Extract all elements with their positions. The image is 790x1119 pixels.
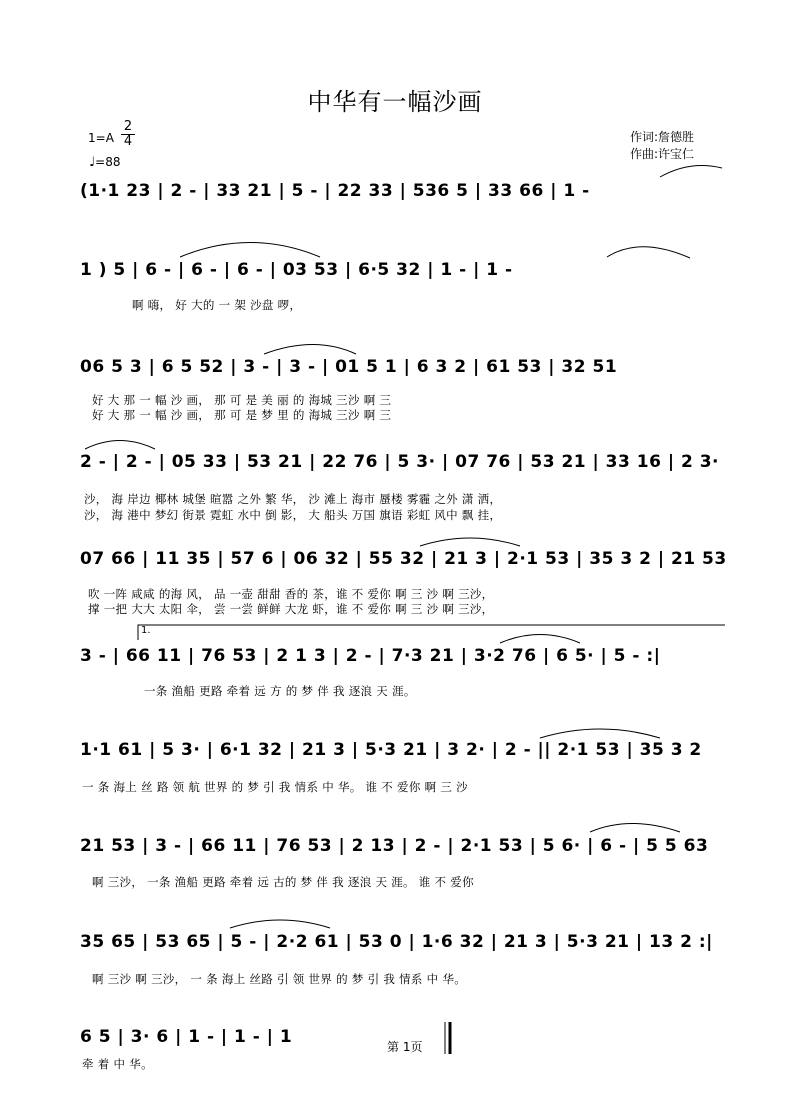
lyric-line-7: 一 条 海上 丝 路 领 航 世界 的 梦 引 我 情系 中 华。 谁 不 爱你 啊 三 沙 <box>82 780 468 794</box>
song-title: 中华有一幅沙画 <box>307 88 483 116</box>
quarter-note-icon: ♩ <box>89 155 96 170</box>
lyric-line-10: 牵 着 中 华。 <box>82 1057 153 1071</box>
time-signature-top: 2 <box>123 119 133 134</box>
score-line-7: 1·1 61 | 5 3· | 6·1 32 | 21 3 | 5·3 21 | 3 2· | 2 - || 2·1 53 | 35 3 2 <box>80 740 702 760</box>
volta-bracket <box>138 625 725 640</box>
score-line-10: 6 5 | 3· 6 | 1 - | 1 - | 1 <box>80 1027 293 1047</box>
score-line-1: (1·1 23 | 2 - | 33 21 | 5 - | 22 33 | 536 5 | 33 66 | 1 - <box>80 181 590 201</box>
lyric-line-4a: 沙， 海 岸边 椰林 城堡 暄嚣 之外 繁 华， 沙 滩上 海市 蜃楼 雾霾 之外 潇 洒， <box>84 492 502 506</box>
score-line-8: 21 53 | 3 - | 66 11 | 76 53 | 2 13 | 2 - | 2·1 53 | 5 6· | 6 - | 5 5 63 <box>80 836 709 856</box>
slur-line-2a <box>180 243 320 258</box>
lyric-line-3a: 好 大 那 一 幅 沙 画， 那 可 是 美 丽 的 海城 三沙 啊 三 <box>92 393 392 407</box>
score-line-4: 2 - | 2 - | 05 33 | 53 21 | 22 76 | 5 3· | 07 76 | 53 21 | 33 16 | 2 3· <box>80 452 719 472</box>
slur-line-2b <box>607 247 690 258</box>
key-signature: 1=A <box>88 131 114 145</box>
lyric-line-6: 一条 渔船 更路 牵着 远 方 的 梦 伴 我 逐浪 天 涯。 <box>144 684 416 698</box>
page-number: 第 1页 <box>387 1040 423 1054</box>
lyric-line-3b: 好 大 那 一 幅 沙 画， 那 可 是 梦 里 的 海城 三沙 啊 三 <box>92 408 392 422</box>
score-line-9: 35 65 | 53 65 | 5 - | 2·2 61 | 53 0 | 1·6 32 | 21 3 | 5·3 21 | 13 2 :| <box>80 932 713 952</box>
time-signature-bottom: 4 <box>121 134 135 149</box>
score-line-5: 07 66 | 11 35 | 57 6 | 06 32 | 55 32 | 21 3 | 2·1 53 | 35 3 2 | 21 53 <box>80 549 727 569</box>
slur-line-4 <box>85 441 155 450</box>
slur-line-5 <box>420 538 520 546</box>
lyric-line-8: 啊 三沙， 一条 渔船 更路 牵着 远 古的 梦 伴 我 逐浪 天 涯。 谁 不 爱你 <box>92 875 474 889</box>
lyric-line-5b: 撑 一把 大大 太阳 伞， 尝 一尝 鲜鲜 大龙 虾，谁 不 爱你 啊 三 沙 啊 三沙， <box>88 602 494 616</box>
composer-credit: 作曲:许宝仁 <box>630 147 695 161</box>
slur-line-6 <box>500 635 580 644</box>
slur-line-3 <box>264 345 356 355</box>
lyric-line-9: 啊 三沙 啊 三沙， 一 条 海上 丝路 引 领 世界 的 梦 引 我 情系 中 华。 <box>92 972 467 986</box>
tempo-value: =88 <box>95 155 121 169</box>
lyric-line-5a: 吹 一阵 咸咸 的海 风， 品 一壶 甜甜 香的 茶，谁 不 爱你 啊 三 沙 啊 三沙， <box>88 587 494 601</box>
score-line-3: 06 5 3 | 6 5 52 | 3 - | 3 - | 01 5 1 | 6 3 2 | 61 53 | 32 51 <box>80 357 618 377</box>
volta-label: 1. <box>141 625 151 636</box>
lyric-line-2: 啊 嗨， 好 大的 一 架 沙盘 啰， <box>132 298 302 312</box>
lyricist-credit: 作词:詹德胜 <box>630 130 695 144</box>
slur-line-7 <box>540 729 660 738</box>
slur-line-1 <box>660 165 722 177</box>
score-line-6: 3 - | 66 11 | 76 53 | 2 1 3 | 2 - | 7·3 21 | 3·2 76 | 6 5· | 5 - :| <box>80 646 661 666</box>
score-line-2: 1 ) 5 | 6 - | 6 - | 6 - | 03 53 | 6·5 32 | 1 - | 1 - <box>80 260 513 280</box>
slur-line-9 <box>230 920 330 928</box>
lyric-line-4b: 沙， 海 港中 梦幻 街景 霓虹 水中 倒 影， 大 船头 万国 旗语 彩虹 风中 飘 挂， <box>84 508 502 522</box>
slur-line-8 <box>590 824 680 833</box>
